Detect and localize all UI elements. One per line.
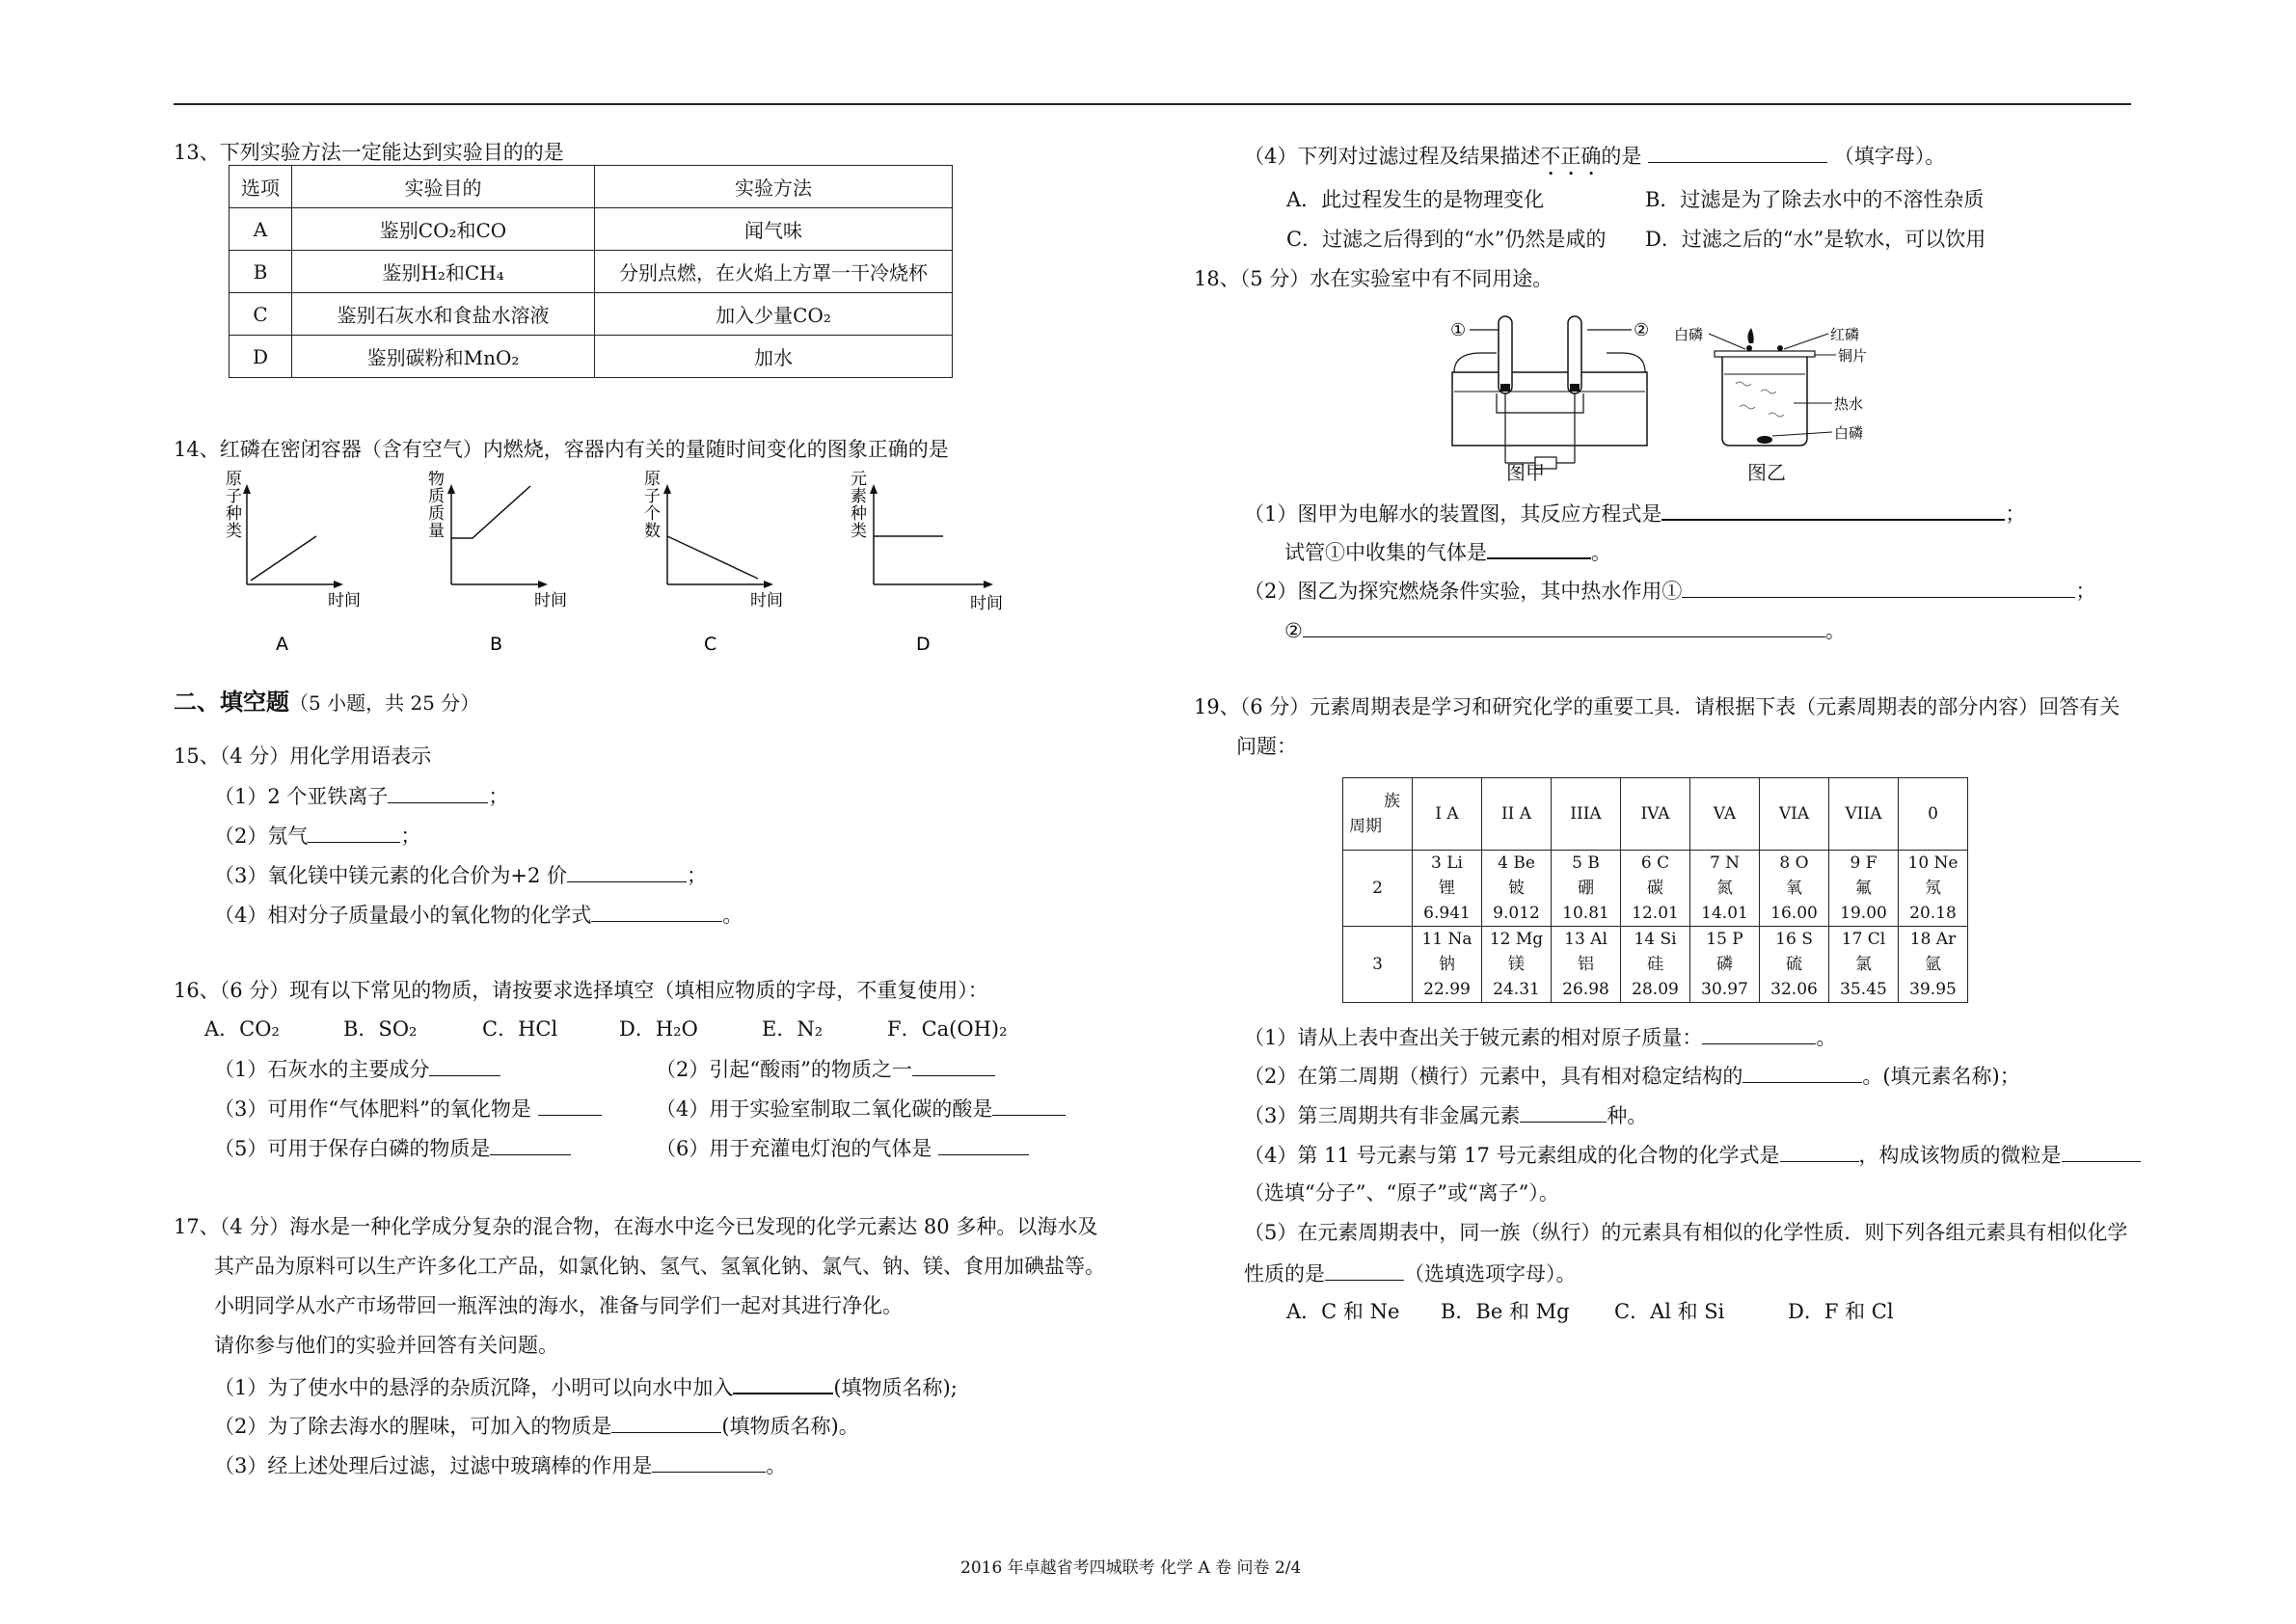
q19-item-5b: 性质的是 （选填选项字母）。 (1244, 1262, 1577, 1286)
table-cell: 鉴别H₂和CH₄ (292, 251, 595, 293)
q19-option: C．Al 和 Si (1614, 1300, 1725, 1323)
graph-line (251, 536, 316, 581)
element-cell: 14 Si 硅 28.09 (1621, 927, 1690, 1003)
beaker (1722, 357, 1807, 446)
q16-option: E．N₂ (762, 1017, 824, 1041)
element-cell: 16 S 硫 32.06 (1760, 927, 1829, 1003)
element-cell: 6 C 碳 12.01 (1621, 851, 1690, 927)
q16-item-2: （2）引起“酸雨”的物质之一 (656, 1058, 995, 1080)
q15-item-3: （3）氧化镁中镁元素的化合价为+2 价 ； (214, 864, 707, 887)
label-copper-sheet: 铜片 (1838, 347, 1868, 365)
graph-a (226, 471, 361, 655)
q19-item-5: （5）在元素周期表中，同一族（纵行）的元素具有相似的化学性质．则下列各组元素具有相似化学 (1244, 1221, 2128, 1244)
table-cell: B (230, 251, 292, 293)
graph-ylabel: 质 (428, 487, 445, 506)
table-cell: 鉴别石灰水和食盐水溶液 (292, 293, 595, 336)
table-cell: 加水 (595, 336, 953, 378)
group-header: I A (1413, 778, 1482, 851)
element-cell: 15 P 磷 30.97 (1690, 927, 1760, 1003)
element-cell: 5 B 硼 10.81 (1552, 851, 1621, 927)
graph-option: D (916, 634, 931, 655)
graph-c (644, 471, 783, 655)
element-cell: 4 Be 铍 9.012 (1482, 851, 1552, 927)
q19-stem-1: 19、（6 分）元素周期表是学习和研究化学的重要工具．请根据下表（元素周期表的部分内容）回答有关 (1194, 695, 2120, 718)
q17-option: C．过滤之后得到的“水”仍然是咸的 (1286, 228, 1607, 251)
q17-option: A．此过程发生的是物理变化 (1286, 188, 1545, 211)
table-cell: D (230, 336, 292, 378)
q19-stem-2: 问题： (1236, 735, 1297, 758)
q17-line-1: 17、（4 分）海水是一种化学成分复杂的混合物，在海水中迄今已发现的化学元素达 80 多种。以海水及 (174, 1215, 1098, 1238)
q18-stem: 18、（5 分）水在实验室中有不同用途。 (1194, 267, 1553, 290)
graph-ylabel: 类 (226, 522, 242, 541)
q18-item-1a: （1）图甲为电解水的装置图，其反应方程式是 ； (1244, 502, 2026, 526)
test-tube (1499, 316, 1512, 393)
label-tube-2: ② (1634, 320, 1650, 340)
q19-option: D．F 和 Cl (1788, 1300, 1894, 1323)
graph-ylabel: 素 (851, 487, 867, 506)
corner-cell: 族 周期 (1343, 778, 1413, 851)
graph-xlabel: 时间 (328, 591, 361, 610)
label-white-phosphorus-2: 白磷 (1834, 424, 1864, 442)
group-header: VIIA (1829, 778, 1899, 851)
q16-option: F．Ca(OH)₂ (887, 1017, 1008, 1041)
table-row (230, 251, 953, 293)
q17-option: B．过滤是为了除去水中的不溶性杂质 (1645, 188, 1985, 211)
q16-option: D．H₂O (619, 1017, 698, 1041)
q16-item-3: （3）可用作“气体肥料”的氧化物是 (214, 1097, 602, 1120)
graph-b (428, 471, 567, 655)
graph-line (667, 536, 758, 579)
q19-item-1: （1）请从上表中查出关于铍元素的相对原子质量： 。 (1244, 1026, 1837, 1049)
graph-ylabel: 类 (851, 522, 867, 541)
q16-stem: 16、（6 分）现有以下常见的物质，请按要求选择填空（填相应物质的字母，不重复使用）： (174, 979, 988, 1002)
graph-xlabel: 时间 (534, 591, 567, 610)
group-header: IIIA (1552, 778, 1621, 851)
q19-option: B．Be 和 Mg (1441, 1300, 1570, 1323)
q17-line-4: 请你参与他们的实验并回答有关问题。 (214, 1334, 558, 1357)
q15-item-2: （2）氖气 ； (214, 825, 421, 848)
q14-stem: 14、红磷在密闭容器（含有空气）内燃烧，容器内有关的量随时间变化的图象正确的是 (174, 438, 949, 461)
q15-stem: 15、（4 分）用化学用语表示 (174, 744, 432, 768)
period-row (1343, 851, 1968, 927)
graph-ylabel: 物 (428, 471, 445, 489)
table-row (230, 293, 953, 336)
q14-graphs (212, 471, 1022, 663)
table-cell: 闻气味 (595, 208, 953, 251)
q15-item-4: （4）相对分子质量最小的氧化物的化学式 。 (214, 904, 743, 927)
q17-item-2: （2）为了除去海水的腥味，可加入的物质是 (填物质名称)。 (214, 1415, 859, 1438)
q19-item-4: （4）第 11 号元素与第 17 号元素组成的化合物的化学式是 ，构成该物质的微粒是 (1244, 1144, 2141, 1166)
label-tube-1: ① (1450, 320, 1467, 340)
graph-ylabel: 元 (851, 471, 867, 489)
section-title: 二、填空题（5 小题，共 25 分） (174, 689, 480, 716)
q18-item-1b: 试管①中收集的气体是 。 (1284, 541, 1611, 564)
q13-stem: 13、下列实验方法一定能达到实验目的的是 (174, 141, 564, 164)
element-cell: 8 O 氧 16.00 (1760, 851, 1829, 927)
table-header: 实验目的 (292, 166, 595, 208)
q15-item-1: （1）2 个亚铁离子 ； (214, 785, 509, 808)
table-header: 选项 (230, 166, 292, 208)
q17-option: D．过滤之后的“水”是软水，可以饮用 (1645, 228, 1986, 251)
label-red-phosphorus: 红磷 (1830, 326, 1860, 343)
group-header: VA (1690, 778, 1760, 851)
flame-icon (1747, 328, 1753, 343)
q16-item-5: （5）可用于保存白磷的物质是 (214, 1137, 571, 1159)
page-footer: 2016 年卓越省考四城联考 化学 A 卷 问卷 2/4 (960, 1558, 1302, 1578)
q16-item-1: （1）石灰水的主要成分 (214, 1058, 500, 1080)
element-cell: 17 Cl 氯 35.45 (1829, 927, 1899, 1003)
graph-ylabel: 种 (226, 504, 242, 524)
q19-item-3: （3）第三周期共有非金属元素 种。 (1244, 1104, 1648, 1127)
q18-item-2b: ② 。 (1284, 619, 1846, 642)
graph-ylabel: 原 (644, 471, 661, 489)
q17-item-3: （3）经上述处理后过滤，过滤中玻璃棒的作用是 。 (214, 1454, 787, 1477)
graph-ylabel: 个 (644, 504, 661, 524)
fig2-caption: 图乙 (1747, 461, 1786, 484)
test-tube (1568, 316, 1581, 393)
group-header: IVA (1621, 778, 1690, 851)
table-cell: 鉴别碳粉和MnO₂ (292, 336, 595, 378)
q19-item-4b: （选填“分子”、“原子”或“离子”）。 (1244, 1181, 1559, 1204)
graph-ylabel: 子 (644, 487, 661, 506)
q19-option: A．C 和 Ne (1286, 1300, 1400, 1323)
graph-xlabel: 时间 (970, 594, 1003, 613)
q18-item-2a: （2）图乙为探究燃烧条件实验，其中热水作用① ； (1244, 580, 2096, 603)
q17-line-2: 其产品为原料可以生产许多化工产品，如氯化钠、氢气、氢氧化钠、氯气、钠、镁、食用加碘盐等。 (214, 1255, 1105, 1278)
table-header: 实验方法 (595, 166, 953, 208)
figure-electrolysis (1443, 311, 1655, 488)
table-cell: C (230, 293, 292, 336)
period-number: 3 (1343, 927, 1413, 1003)
graph-option: C (704, 634, 717, 655)
label-hot-water: 热水 (1834, 395, 1864, 413)
q17-item-4: （4）下列对过滤过程及结果描述不正确的是 （填字母）。 (1244, 145, 1946, 168)
table-row (230, 208, 953, 251)
graph-ylabel: 种 (851, 504, 867, 524)
table-cell: 分别点燃，在火焰上方罩一干冷烧杯 (595, 251, 953, 293)
group-header: 0 (1899, 778, 1968, 851)
q16-item-4: （4）用于实验室制取二氧化碳的酸是 (656, 1097, 1066, 1120)
graph-ylabel: 质 (428, 504, 445, 524)
q19-item-2: （2）在第二周期（横行）元素中，具有相对稳定结构的 。(填元素名称)； (1244, 1065, 2020, 1088)
graph-option: A (276, 634, 288, 655)
period-row (1343, 927, 1968, 1003)
graph-xlabel: 时间 (750, 591, 783, 610)
graph-ylabel: 数 (644, 522, 661, 541)
table-cell: 加入少量CO₂ (595, 293, 953, 336)
graph-ylabel: 量 (428, 522, 445, 541)
q16-item-6: （6）用于充灌电灯泡的气体是 (656, 1137, 1029, 1159)
element-cell: 10 Ne 氖 20.18 (1899, 851, 1968, 927)
element-cell: 18 Ar 氩 39.95 (1899, 927, 1968, 1003)
table-row (230, 336, 953, 378)
copper-sheet (1715, 351, 1815, 357)
element-cell: 13 Al 铝 26.98 (1552, 927, 1621, 1003)
element-cell: 12 Mg 镁 24.31 (1482, 927, 1552, 1003)
periodic-table (1342, 777, 1968, 1003)
element-cell: 11 Na 钠 22.99 (1413, 927, 1482, 1003)
table-cell: 鉴别CO₂和CO (292, 208, 595, 251)
q16-option: A．CO₂ (204, 1017, 280, 1041)
graph-ylabel: 原 (226, 471, 242, 489)
table-cell: A (230, 208, 292, 251)
q13-table (229, 165, 953, 378)
figure-combustion (1668, 314, 1900, 457)
group-header: II A (1482, 778, 1552, 851)
element-cell: 7 N 氮 14.01 (1690, 851, 1760, 927)
graph-option: B (490, 634, 503, 655)
q17-item-1: （1）为了使水中的悬浮的杂质沉降，小明可以向水中加入 (填物质名称); (214, 1376, 958, 1399)
label-white-phosphorus: 白磷 (1674, 326, 1704, 343)
q16-option: C．HCl (482, 1017, 558, 1041)
graph-d (851, 471, 1003, 655)
group-header: VIA (1760, 778, 1829, 851)
graph-line (451, 486, 530, 538)
q17-line-3: 小明同学从水产市场带回一瓶浑浊的海水，准备与同学们一起对其进行净化。 (214, 1294, 903, 1317)
q16-option: B．SO₂ (343, 1017, 418, 1041)
period-number: 2 (1343, 851, 1413, 927)
fig1-caption: 图甲 (1506, 461, 1545, 484)
graph-ylabel: 子 (226, 487, 242, 506)
element-cell: 9 F 氟 19.00 (1829, 851, 1899, 927)
header-rule (174, 103, 2131, 105)
element-cell: 3 Li 锂 6.941 (1413, 851, 1482, 927)
